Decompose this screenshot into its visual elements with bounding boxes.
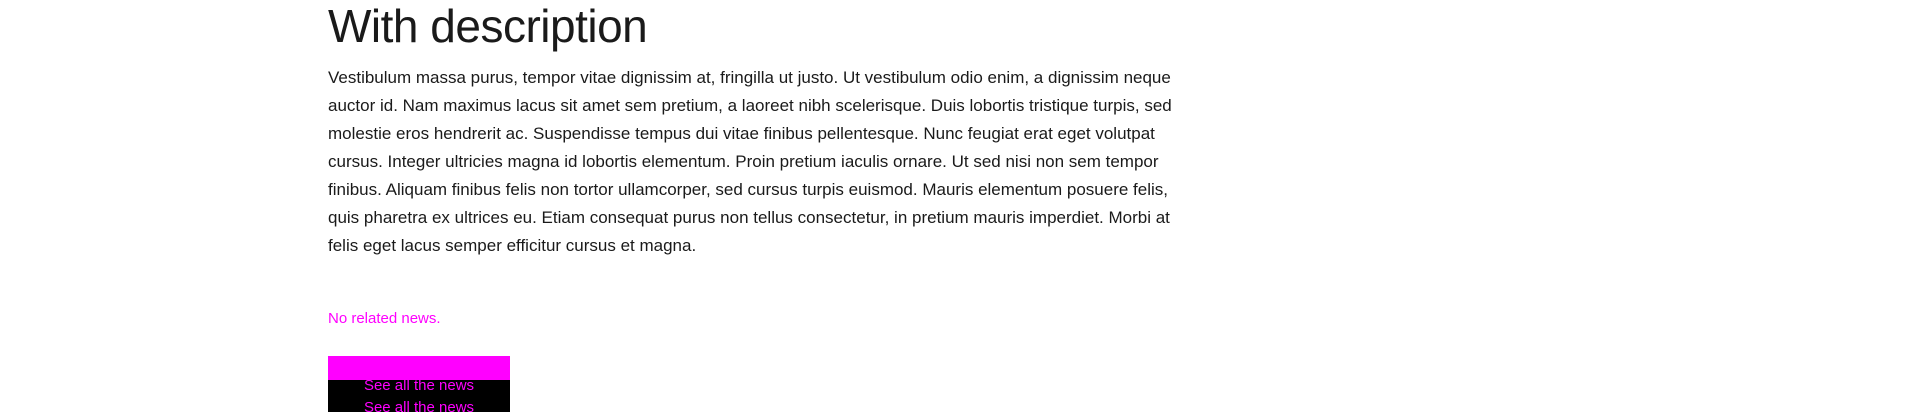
see-all-news-label: See all the news: [363, 377, 475, 394]
section-description: Vestibulum massa purus, tempor vitae dignissim at, fringilla ut justo. Ut vestibulum odio enim, a dignissim neque auctor id. Nam maximus lacus sit amet sem pretium, a laoreet nibh scelerisque. Duis lobortis tristique turpis, sed molestie eros hendrerit ac. Suspendisse tempus dui vitae finibus pellentesque. Nunc feugiat erat eget volutpat cursus. Integer ultricies magna id lobortis elementum. Proin pretium iaculis ornare. Ut sed nisi non sem tempor finibus. Aliquam finibus felis non tortor ullamcorper, sed cursus turpis euismod. Mauris elementum posuere felis, quis pharetra ex ultrices eu. Etiam consequat purus non tellus consectetur, in pretium mauris imperdiet. Morbi at felis eget lacus semper efficitur cursus et magna.: [328, 68, 1172, 255]
section-title: With description: [328, 0, 648, 52]
see-all-news-button[interactable]: [328, 356, 510, 412]
no-related-news-message: No related news.: [328, 310, 441, 327]
see-all-news-label-hover: See all the news: [363, 399, 475, 412]
